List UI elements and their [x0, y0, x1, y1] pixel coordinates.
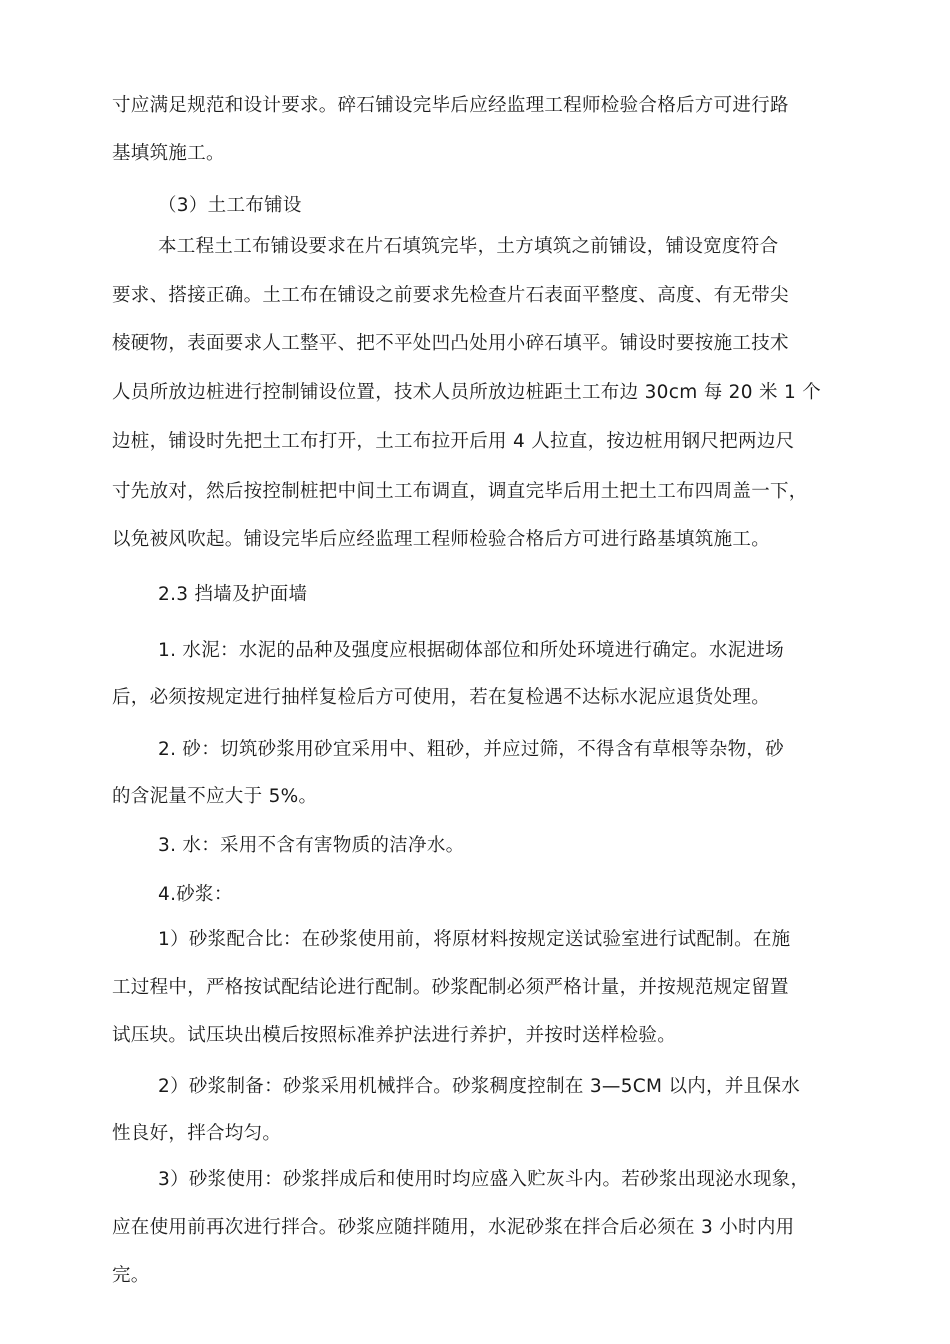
text-line: 应在使用前再次进行拌合。砂浆应随拌随用，水泥砂浆在拌合后必须在 3 小时内用	[112, 1217, 795, 1238]
text-line: 3. 水：采用不含有害物质的洁净水。	[158, 835, 465, 856]
text-line: 性良好，拌合均匀。	[112, 1123, 282, 1144]
text-line: 寸先放对，然后按控制桩把中间土工布调直，调直完毕后用土把土工布四周盖一下，	[112, 481, 808, 502]
text-line: 试压块。试压块出模后按照标准养护法进行养护，并按时送样检验。	[112, 1025, 677, 1046]
text-line: 2. 砂：切筑砂浆用砂宜采用中、粗砂，并应过筛，不得含有草根等杂物，砂	[158, 739, 785, 760]
text-line: 边桩，铺设时先把土工布打开，土工布拉开后用 4 人拉直，按边桩用钢尺把两边尺	[112, 431, 795, 452]
text-line: 基填筑施工。	[112, 143, 225, 164]
text-line: 1. 水泥：水泥的品种及强度应根据砌体部位和所处环境进行确定。水泥进场	[158, 640, 785, 661]
text-line: 棱硬物，表面要求人工整平、把不平处凹凸处用小碎石填平。铺设时要按施工技术	[112, 333, 789, 354]
text-line: 后，必须按规定进行抽样复检后方可使用，若在复检遇不达标水泥应退货处理。	[112, 687, 771, 708]
text-line: 工过程中，严格按试配结论进行配制。砂浆配制必须严格计量，并按规范规定留置	[112, 977, 789, 998]
text-line: 4.砂浆：	[158, 884, 233, 905]
text-line: 本工程土工布铺设要求在片石填筑完毕，土方填筑之前铺设，铺设宽度符合	[158, 236, 779, 257]
text-line: 的含泥量不应大于 5%。	[112, 786, 318, 807]
text-line: 人员所放边桩进行控制铺设位置，技术人员所放边桩距土工布边 30cm 每 20 米 1 个	[112, 382, 822, 403]
section-heading: 2.3 挡墙及护面墙	[158, 584, 308, 605]
text-line: 以免被风吹起。铺设完毕后应经监理工程师检验合格后方可进行路基填筑施工。	[112, 529, 771, 550]
text-line: 要求、搭接正确。土工布在铺设之前要求先检查片石表面平整度、高度、有无带尖	[112, 285, 789, 306]
text-line: 2）砂浆制备：砂浆采用机械拌合。砂浆稠度控制在 3—5CM 以内，并且保水	[158, 1076, 801, 1097]
section-heading: （3）土工布铺设	[158, 195, 302, 216]
text-line: 完。	[112, 1265, 150, 1286]
text-line: 寸应满足规范和设计要求。碎石铺设完毕后应经监理工程师检验合格后方可进行路	[112, 95, 789, 116]
text-line: 3）砂浆使用：砂浆拌成后和使用时均应盛入贮灰斗内。若砂浆出现泌水现象，	[158, 1169, 810, 1190]
text-line: 1）砂浆配合比：在砂浆使用前，将原材料按规定送试验室进行试配制。在施	[158, 929, 791, 950]
